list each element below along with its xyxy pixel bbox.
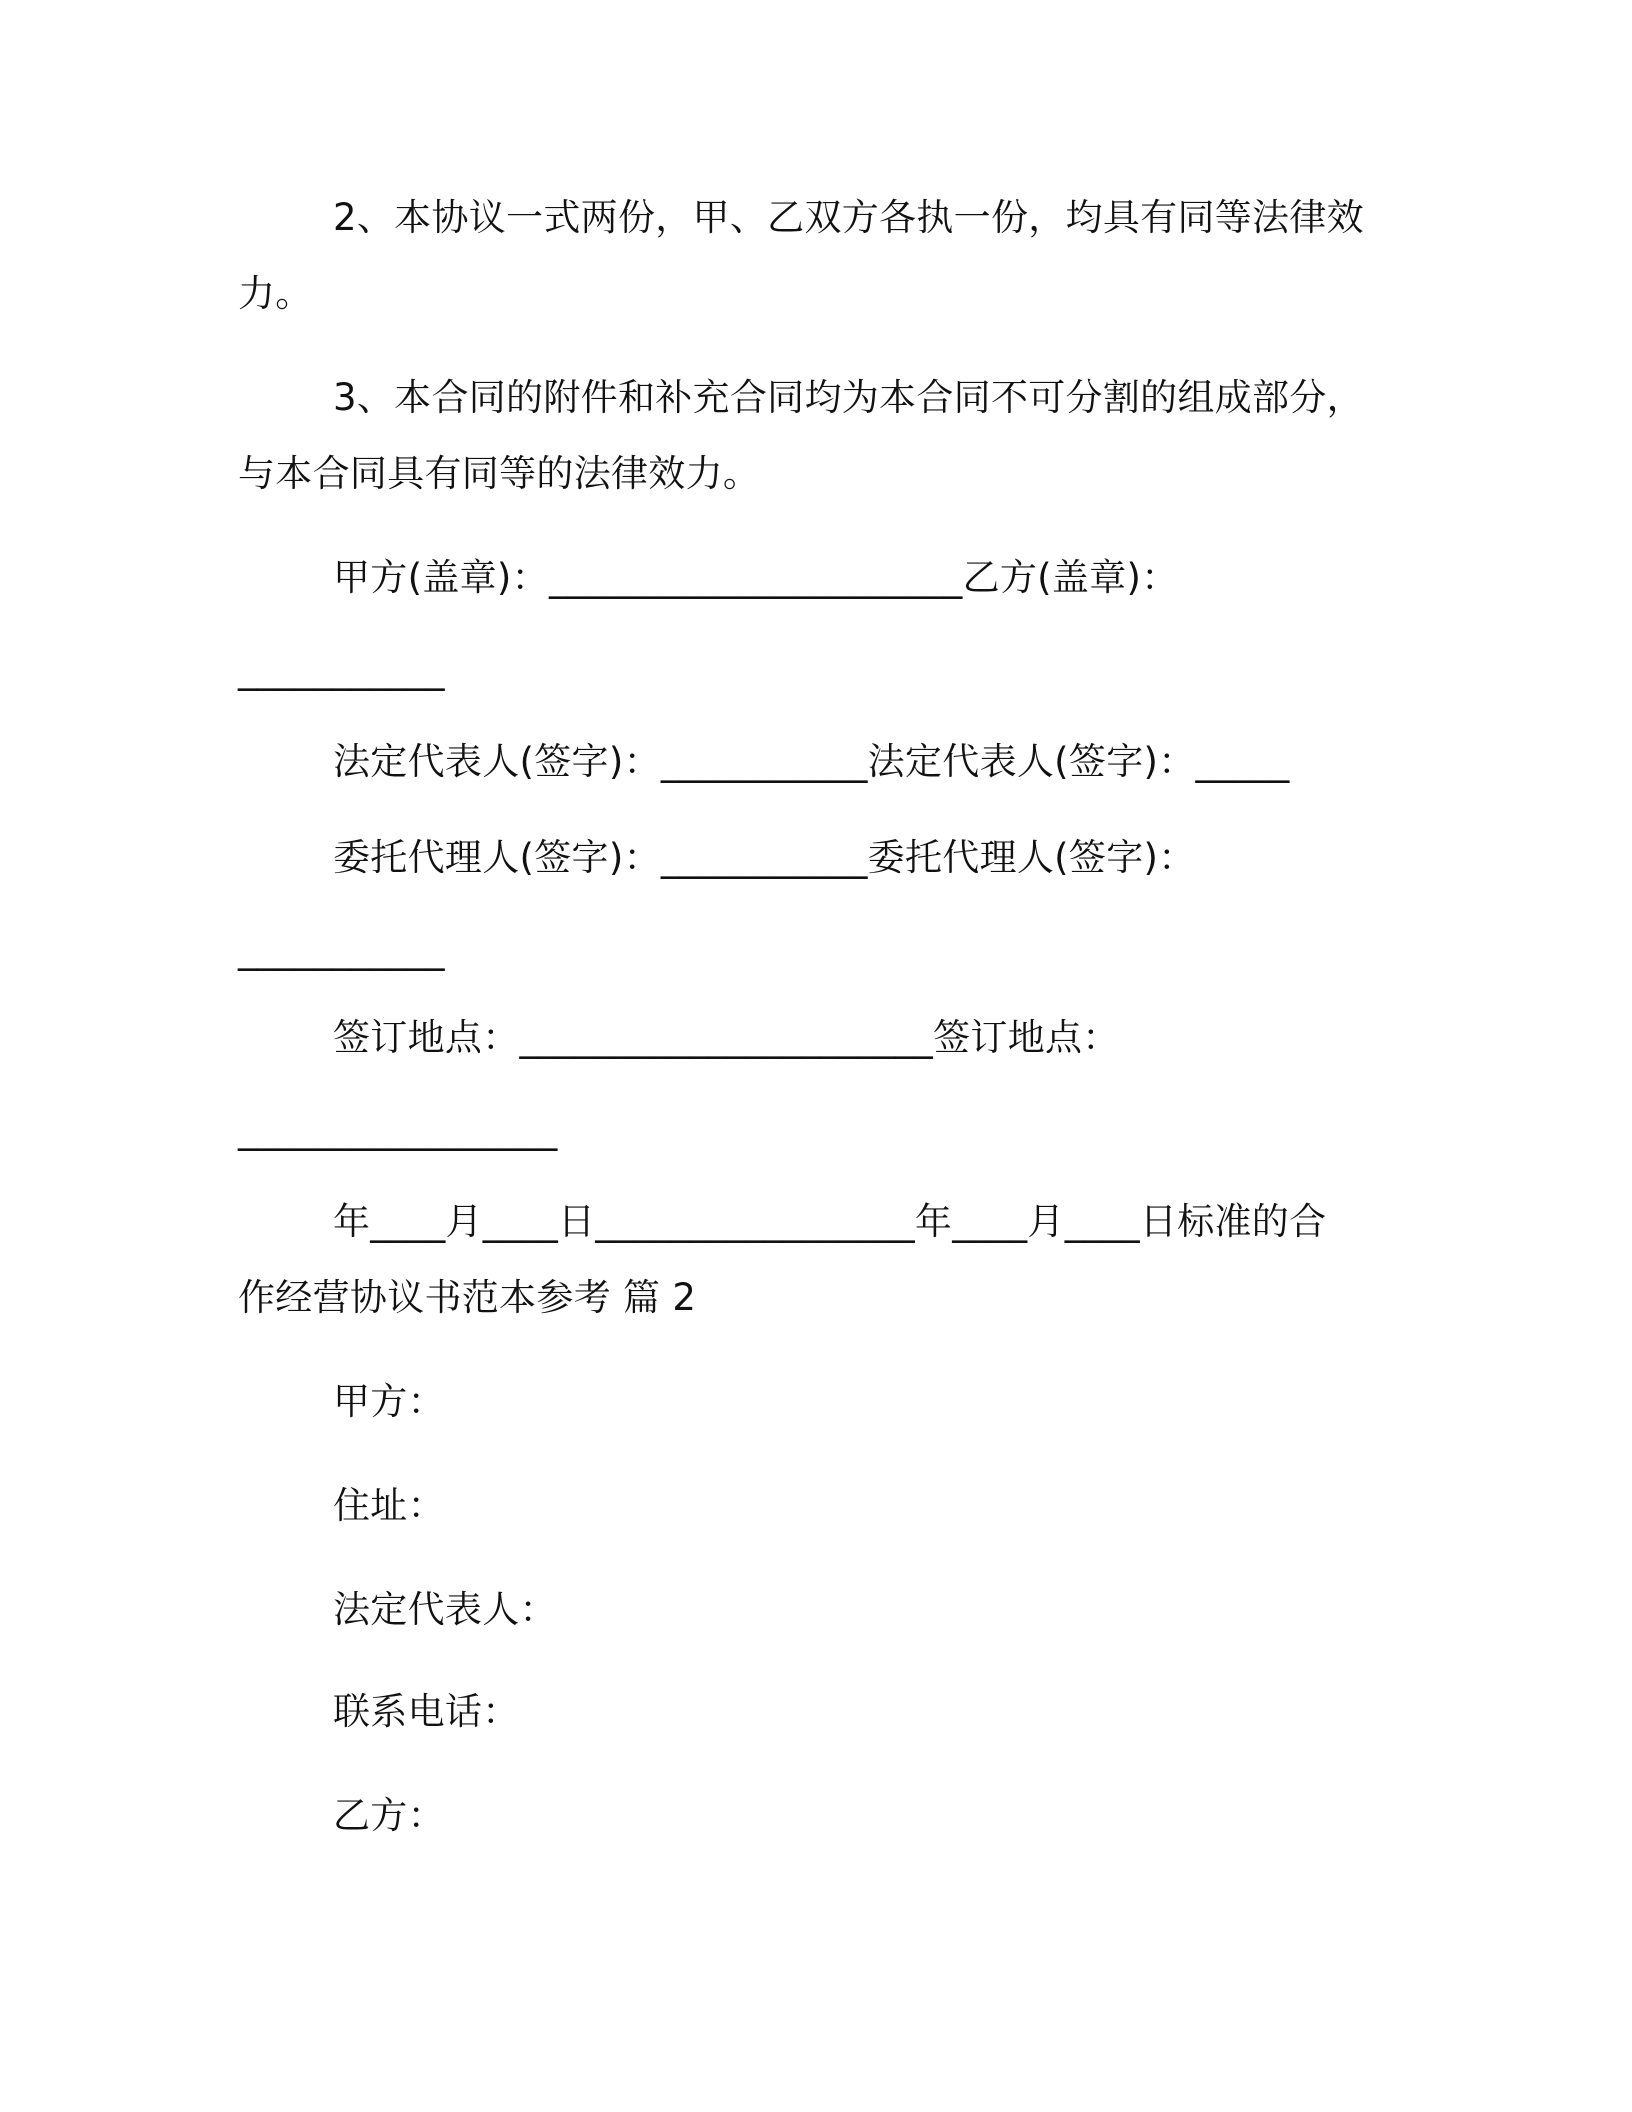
date-and-heading-line-1: 年____月____日_________________年____月____日标准的合 xyxy=(333,1200,1327,1243)
signing-place-blank-line: _________________ xyxy=(238,1108,558,1151)
agent-signature-blank-line: ___________ xyxy=(238,928,445,971)
party-seal-line: 甲方(盖章)：______________________乙方(盖章)： xyxy=(333,556,1179,599)
clause-2-line-1: 2、本协议一式两份，甲、乙双方各执一份，均具有同等法律效 xyxy=(333,196,1364,239)
legal-representative-label: 法定代表人： xyxy=(333,1588,557,1631)
clause-2-line-2: 力。 xyxy=(238,272,313,315)
party-seal-blank-line: ___________ xyxy=(238,648,445,691)
contact-phone-label: 联系电话： xyxy=(333,1690,520,1733)
legal-representative-line: 法定代表人(签字)：___________法定代表人(签字)：_____ xyxy=(333,740,1290,783)
clause-3-line-1: 3、本合同的附件和补充合同均为本合同不可分割的组成部分， xyxy=(333,376,1364,419)
party-a-label: 甲方： xyxy=(333,1380,445,1423)
clause-3-line-2: 与本合同具有同等的法律效力。 xyxy=(238,452,761,495)
party-b-label: 乙方： xyxy=(333,1794,445,1837)
address-label: 住址： xyxy=(333,1484,445,1527)
date-and-heading-line-2: 作经营协议书范本参考 篇 2 xyxy=(238,1276,697,1319)
signing-place-line: 签订地点：______________________签订地点： xyxy=(333,1016,1120,1059)
agent-signature-line: 委托代理人(签字)：___________委托代理人(签字)： xyxy=(333,836,1196,879)
